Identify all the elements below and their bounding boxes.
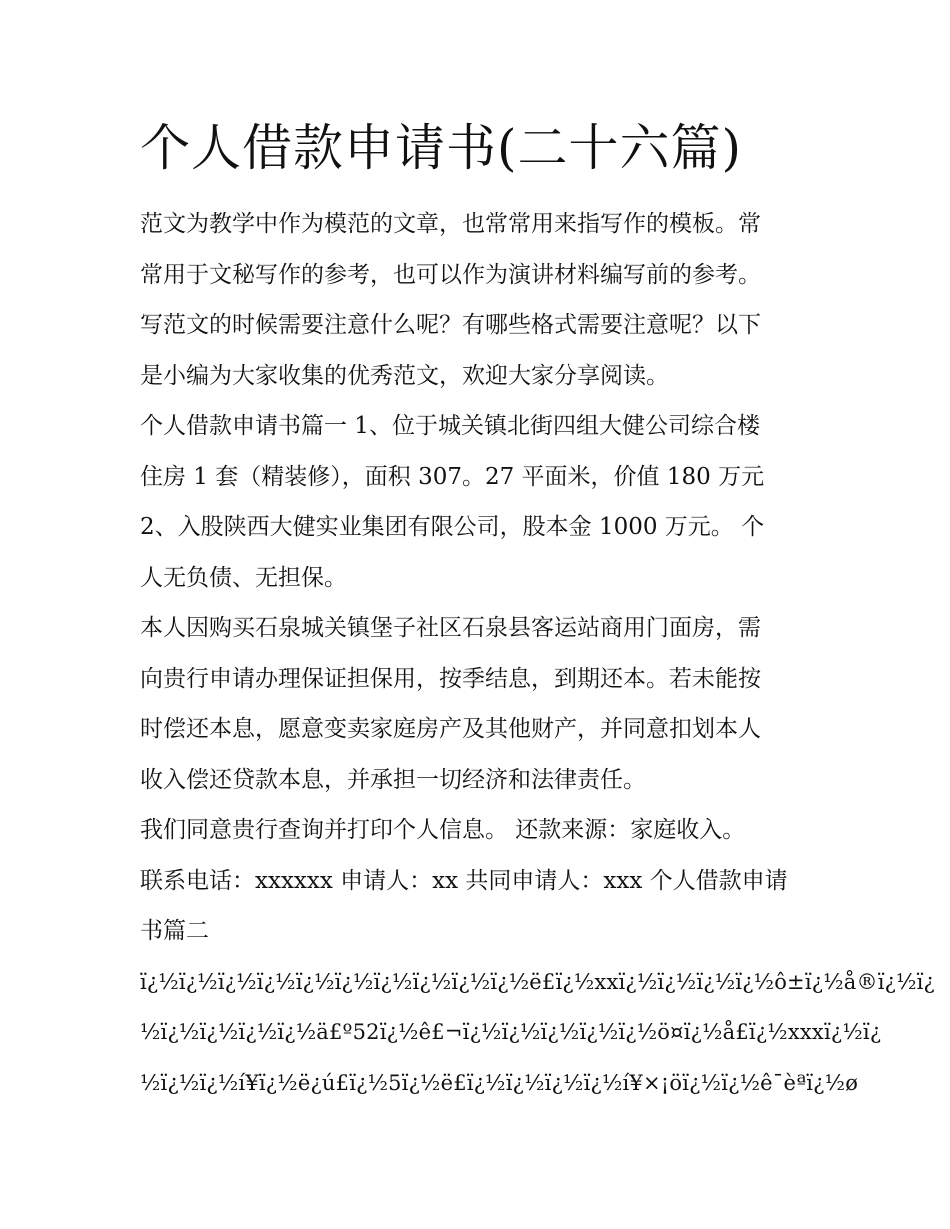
- body-line: 住房 1 套（精装修），面积 307。27 平面米，价值 180 万元: [140, 463, 765, 490]
- body-line: 收入偿还贷款本息，并承担一切经济和法律责任。: [140, 766, 646, 793]
- body-line: 联系电话：xxxxxx 申请人：xx 共同申请人：xxx 个人借款申请: [140, 867, 788, 894]
- garbled-text-line: ½ï¿½ï¿½í¥ï¿½ë¿ú£ï¿½5ï¿½ë£ï¿½ï¿½ï¿½ï¿½í¥×¡öï¿½ï¿½ê¯èªï¿½ø: [140, 1070, 859, 1095]
- body-line: 本人因购买石泉城关镇堡子社区石泉县客运站商用门面房，需: [140, 615, 761, 641]
- body-line: 2、入股陕西大健实业集团有限公司，股本金 1000 万元。 个: [140, 514, 765, 540]
- body-line: 我们同意贵行查询并打印个人信息。 还款来源：家庭收入。: [140, 817, 746, 843]
- body-line: 书篇二: [140, 918, 209, 944]
- body-line: 个人借款申请书篇一 1、位于城关镇北街四组大健公司综合楼: [140, 413, 760, 439]
- body-line: 是小编为大家收集的优秀范文，欢迎大家分享阅读。: [140, 362, 669, 389]
- body-line: 向贵行申请办理保证担保用，按季结息，到期还本。若未能按: [140, 665, 761, 692]
- document-title: 个人借款申请书(二十六篇): [140, 119, 743, 177]
- body-line: 人无负债、无担保。: [140, 564, 347, 591]
- document-body: [140, 199, 936, 1108]
- garbled-text-line: ï¿½ï¿½ï¿½ï¿½ï¿½ï¿½ï¿½ï¿½ï¿½ï¿½ë£ï¿½xxï¿½ï¿½ï¿½ï¿½ô±ï¿½å®ï¿½ï¿: [140, 969, 936, 994]
- body-line: 时偿还本息，愿意变卖家庭房产及其他财产，并同意扣划本人: [140, 716, 761, 742]
- body-line: 范文为教学中作为模范的文章，也常常用来指写作的模板。常: [140, 211, 761, 237]
- body-line: 常用于文秘写作的参考，也可以作为演讲材料编写前的参考。: [140, 261, 761, 288]
- garbled-text-line: ½ï¿½ï¿½ï¿½ï¿½ä£º52ï¿½ê£¬ï¿½ï¿½ï¿½ï¿½ï¿½ö¤ï¿½å£ï¿½xxxï¿½ï¿: [140, 1020, 882, 1044]
- body-line: 写范文的时候需要注意什么呢？有哪些格式需要注意呢？以下: [140, 312, 761, 338]
